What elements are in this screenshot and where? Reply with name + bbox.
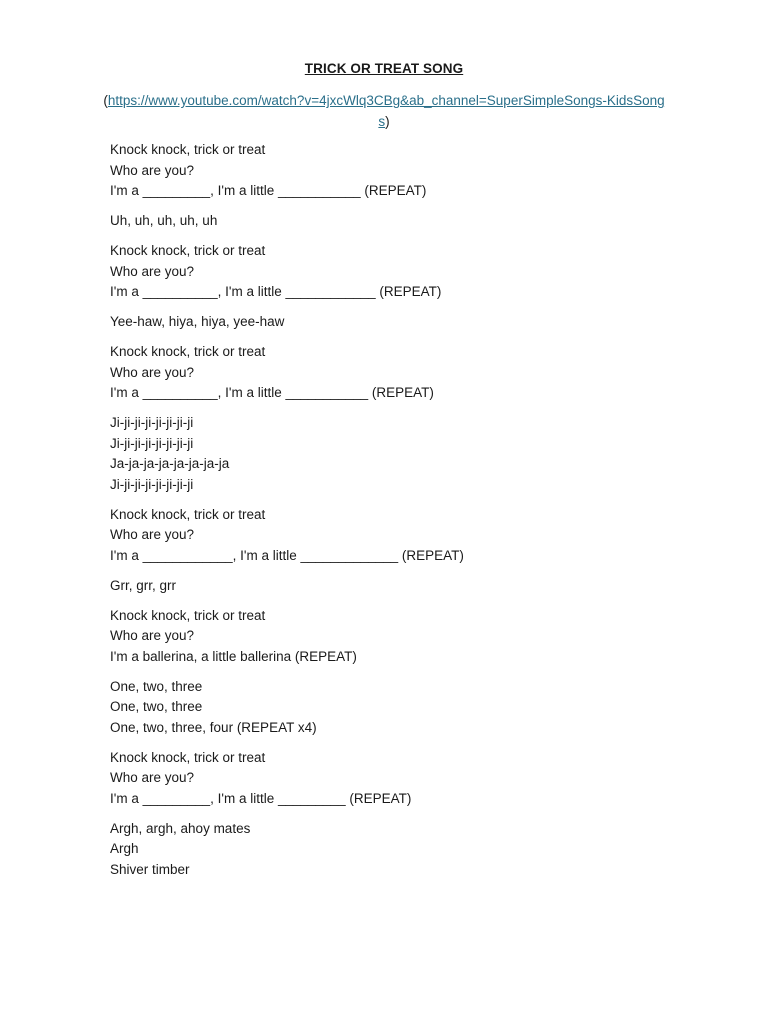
lyric-line: Argh, argh, ahoy mates — [110, 820, 251, 836]
lyric-stanza — [110, 312, 670, 333]
lyric-line: Knock knock, trick or treat — [110, 344, 266, 359]
lyric-line: Uh, uh, uh, uh, uh — [110, 213, 218, 228]
lyric-line: One, two, three — [110, 678, 203, 694]
lyric-line: Argh — [110, 841, 139, 856]
lyric-line: Who are you? — [110, 527, 195, 542]
lyric-line: I'm a ballerina, a little ballerina (REPEAT) — [110, 648, 357, 664]
lyric-line: Yee-haw, hiya, hiya, yee-haw — [110, 314, 285, 329]
lyric-line: I'm a _________, I'm a little ___________ (REPEAT) — [110, 183, 427, 198]
lyric-stanza — [110, 505, 670, 567]
lyric-line: Grr, grr, grr — [110, 577, 177, 593]
lyric-stanza — [110, 748, 670, 810]
lyric-line: Ja-ja-ja-ja-ja-ja-ja-ja — [110, 456, 230, 471]
lyrics-body — [110, 140, 670, 890]
lyric-line: One, two, three, four (REPEAT x4) — [110, 719, 317, 735]
lyric-line: Knock knock, trick or treat — [110, 607, 266, 623]
lyric-stanza — [110, 677, 670, 739]
lyric-line: Knock knock, trick or treat — [110, 243, 266, 258]
lyric-line: Who are you? — [110, 628, 195, 643]
lyric-line: Who are you? — [110, 263, 195, 279]
lyric-stanza — [110, 211, 670, 232]
lyric-line: Shiver timber — [110, 861, 190, 877]
lyric-line: I'm a ____________, I'm a little _____________ (REPEAT) — [110, 547, 464, 563]
lyric-line: Ji-ji-ji-ji-ji-ji-ji-ji — [110, 435, 194, 451]
close-paren: ) — [385, 114, 390, 129]
lyric-line: Ji-ji-ji-ji-ji-ji-ji-ji — [110, 415, 194, 430]
lyric-stanza — [110, 140, 670, 202]
lyric-line: Knock knock, trick or treat — [110, 506, 266, 522]
lyric-line: Who are you? — [110, 162, 195, 178]
lyric-line: I'm a __________, I'm a little ____________ (REPEAT) — [110, 284, 442, 299]
lyric-line: Ji-ji-ji-ji-ji-ji-ji-ji — [110, 476, 194, 492]
lyric-stanza — [110, 819, 670, 881]
video-link-line — [100, 90, 668, 132]
lyric-line: Knock knock, trick or treat — [110, 142, 266, 157]
lyric-stanza — [110, 413, 670, 495]
lyric-stanza — [110, 241, 670, 303]
lyric-line: One, two, three — [110, 699, 203, 714]
youtube-link[interactable]: https://www.youtube.com/watch?v=4jxcWlq3CBg&ab_channel=SuperSimpleSongs-KidsSongs — [107, 93, 665, 129]
page-title: TRICK OR TREAT SONG — [304, 61, 464, 76]
lyric-stanza — [110, 576, 670, 597]
lyric-stanza — [110, 606, 670, 668]
open-paren: ( — [103, 93, 108, 108]
lyric-line: Who are you? — [110, 770, 195, 785]
lyric-line: Knock knock, trick or treat — [110, 749, 266, 765]
lyric-line: I'm a _________, I'm a little _________ (REPEAT) — [110, 790, 412, 806]
lyric-stanza — [110, 342, 670, 404]
lyric-line: Who are you? — [110, 364, 195, 380]
lyric-line: I'm a __________, I'm a little ___________ (REPEAT) — [110, 385, 434, 400]
